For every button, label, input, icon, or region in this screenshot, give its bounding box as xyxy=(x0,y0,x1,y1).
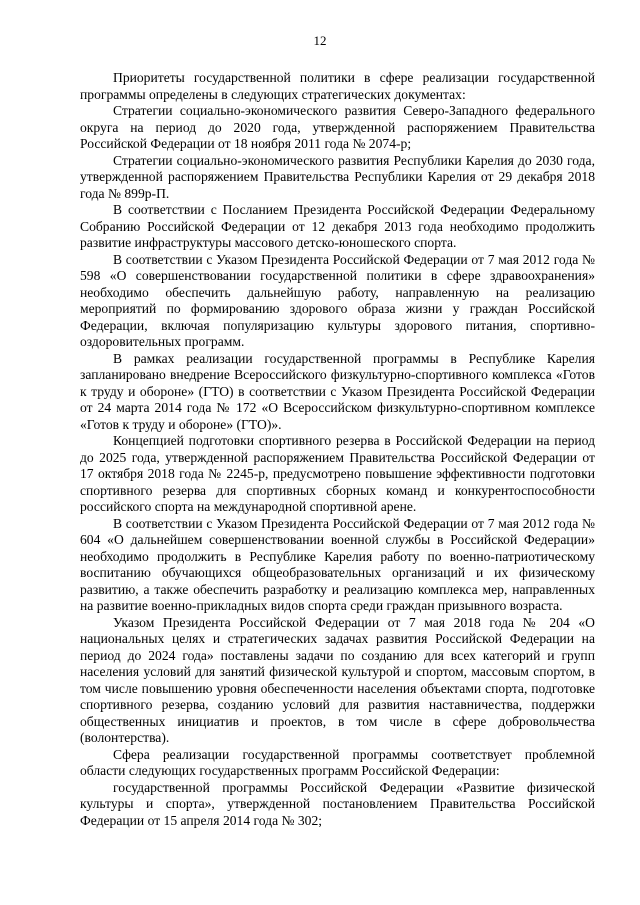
paragraph-sports-reserve-concept: Концепцией подготовки спортивного резерва в Российской Федерации на период до 2025 года, утвержденной распоряжением Правительства Российской Федерации от 17 октября 2018 года № 2245-р, предусмотрено повышение эффективности подготовки спортивного резерва для спортивных сборных команд и конкурентоспособности российского спорта на международной спортивной арене. xyxy=(80,433,595,514)
page-number: 12 xyxy=(313,33,327,48)
paragraph-strategy-northwest: Стратегии социально-экономического развития Северо-Западного федерального округа на период до 2020 года, утвержденной распоряжением Правительства Российской Федерации от 18 ноября 2011 года № 2074-р; xyxy=(80,103,595,151)
paragraph-decree-204: Указом Президента Российской Федерации от 7 мая 2018 года № 204 «О национальных целях и стратегических задачах развития Российской Федерации на период до 2024 года» поставлены задачи по созданию для всех категорий и групп населения условий для занятий физической культурой и спортом, массовым спортом, в том числе повышению уровня обеспеченности населения объектами спорта, подготовке спортивного резерва, созданию условий для развития наставничества, поддержки общественных инициатив и проектов, в том числе в сфере добровольчества (волонтерства). xyxy=(80,614,595,745)
paragraph-strategy-karelia: Стратегии социально-экономического развития Республики Карелия до 2030 года, утвержденной распоряжением Правительства Республики Карелия от 29 декабря 2018 года № 899р-П. xyxy=(80,152,595,201)
paragraph-gto: В рамках реализации государственной программы в Республике Карелия запланировано внедрение Всероссийского физкультурно-спортивного комплекса «Готов к труду и обороне» (ГТО) в соответствии с Указом Президента Российской Федерации от 24 марта 2014 года № 172 «О Всероссийском физкультурно-спортивном комплексе «Готов к труду и обороне» (ГТО)». xyxy=(80,350,595,432)
document-body xyxy=(80,70,595,829)
paragraph-decree-598: В соответствии с Указом Президента Российской Федерации от 7 мая 2012 года № 598 «О совершенствовании государственной политики в сфере здравоохранения» необходимо обеспечить дальнейшую работу, направленную на реализацию мероприятий по формированию здорового образа жизни у граждан Российской Федерации, включая популяризацию культуры здорового питания, спортивно-оздоровительных программ. xyxy=(80,251,595,349)
paragraph-program-scope: Сфера реализации государственной программы соответствует проблемной области следующих государственных программ Российской Федерации: xyxy=(80,746,595,778)
paragraph-priorities: Приоритеты государственной политики в сфере реализации государственной программы определены в следующих стратегических документах: xyxy=(80,70,595,102)
paragraph-federal-program: государственной программы Российской Федерации «Развитие физической культуры и спорта», утвержденной постановлением Правительства Российской Федерации от 15 апреля 2014 года № 302; xyxy=(80,779,595,828)
paragraph-decree-604: В соответствии с Указом Президента Российской Федерации от 7 мая 2012 года № 604 «О дальнейшем совершенствовании военной службы в Российской Федерации» необходимо продолжить в Республике Карелия работу по военно-патриотическому воспитанию обучающихся общеобразовательных организаций и их физическому развитию, а также обеспечить разработку и реализацию комплекса мер, направленных на развитие военно-прикладных видов спорта среди граждан призывного возраста. xyxy=(80,515,595,613)
paragraph-presidential-address: В соответствии с Посланием Президента Российской Федерации Федеральному Собранию Российской Федерации от 12 декабря 2013 года необходимо продолжить развитие инфраструктуры массового детско-юношеского спорта. xyxy=(80,202,595,250)
